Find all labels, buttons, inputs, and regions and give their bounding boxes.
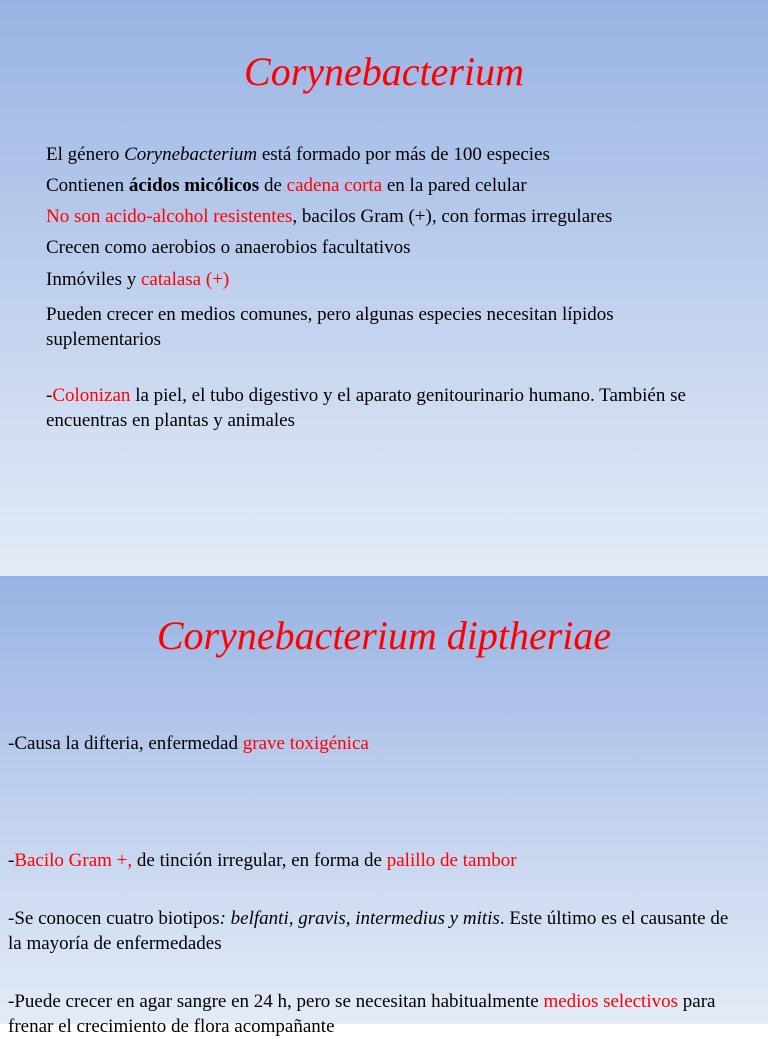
slide-1-line-motility: Inmóviles y catalasa (+) [46, 269, 230, 290]
slide-2-line-agar: -Puede crecer en agar sangre en 24 h, pero se necesitan habitualmente medios selectivos para frenar el crecimiento de flora acompañante [8, 991, 716, 1037]
slide-1-line-colonize: -Colonizan la piel, el tubo digestivo y el aparato genitourinario humano. También se encuentras en plantas y animales [46, 385, 686, 431]
slide-1-line-acids: Contienen ácidos micólicos de cadena corta en la pared celular [46, 175, 527, 196]
slide-1-line-resistance: No son acido-alcohol resistentes, bacilos Gram (+), con formas irregulares [46, 206, 613, 227]
slide-1-title: Corynebacterium [244, 49, 524, 94]
slide-1-line-growth: Crecen como aerobios o anaerobios facultativos [46, 237, 411, 258]
slide-1-line-media: Pueden crecer en medios comunes, pero algunas especies necesitan lípidos suplementarios [46, 304, 614, 350]
slide-2-title: Corynebacterium diptheriae [156, 613, 612, 658]
slide-1-line-genus: El género Corynebacterium está formado por más de 100 especies [46, 144, 550, 165]
slide-2 [0, 576, 768, 1037]
slide-2-line-disease: -Causa la difteria, enfermedad grave toxigénica [8, 733, 369, 754]
slide-2-line-biotypes: -Se conocen cuatro biotipos: belfanti, gravis, intermedius y mitis. Este último es el causante de la mayoría de enfermedades [8, 908, 729, 954]
slide-2-line-bacillus: -Bacilo Gram +, de tinción irregular, en forma de palillo de tambor [8, 850, 517, 871]
